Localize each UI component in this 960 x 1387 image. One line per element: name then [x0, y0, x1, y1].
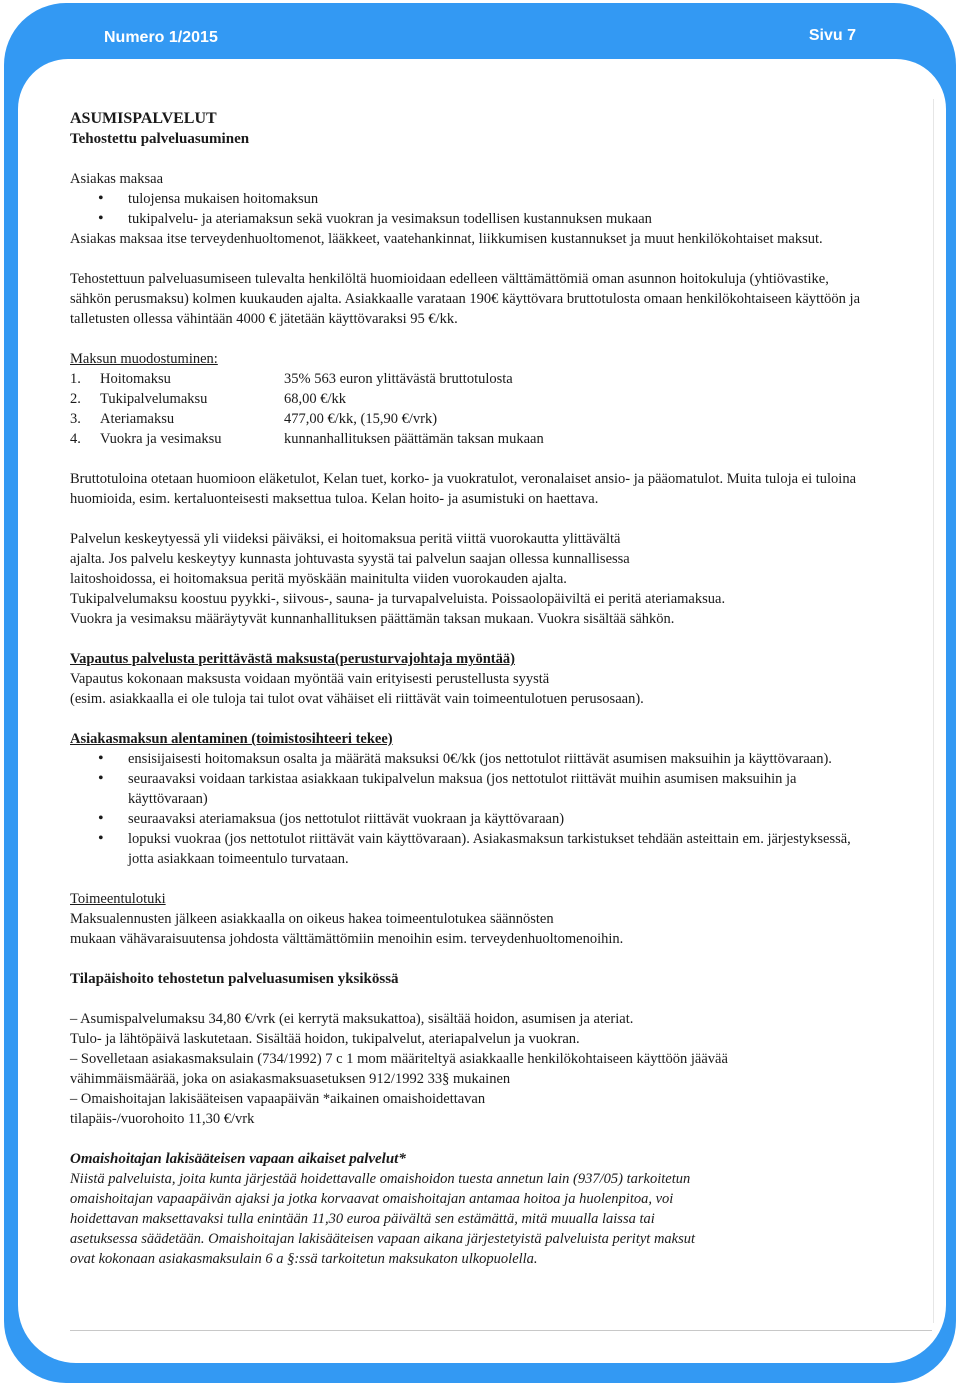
exemption-heading: Vapautus palvelusta perittävästä maksusta(perusturvajohtaja myöntää) — [70, 651, 515, 667]
section-title: ASUMISPALVELUT — [70, 110, 217, 127]
income-paragraph: Bruttotuloina otetaan huomioon eläketulot, Kelan tuet, korko- ja vuokratulot, veronalaiset ansio- ja pääomatulot. Muita tuloja ei tuloina huomioida, esim. kertaluonteisesti maksettua tuloa. Kelan hoito- ja asumistuki on haettava. — [70, 471, 857, 507]
temporary-line: tilapäis-/vuorohoito 11,30 €/vrk — [70, 1111, 255, 1127]
caregiver-line: hoidettavan maksettavaksi tulla enintään 11,30 euroa päivältä sen estämättä, mitä muualla laissa tai — [70, 1211, 655, 1227]
reduction-list — [70, 749, 870, 869]
temporary-line: Tulo- ja lähtöpäivä laskutetaan. Sisältää hoidon, tukipalvelut, ateriapalvelun ja vuokran. — [70, 1031, 580, 1047]
welfare-heading: Toimeentulotuki — [70, 891, 166, 907]
issue-number: Numero 1/2015 — [104, 29, 218, 46]
fee-name: Hoitomaksu — [100, 371, 171, 387]
temporary-line: – Sovelletaan asiakasmaksulain (734/1992) 7 c 1 mom määriteltyä asiakkaalle henkilökohtaiseen käyttöön jäävää — [70, 1051, 728, 1067]
interrupt-line: ajalta. Jos palvelu keskeytyy kunnasta johtuvasta syystä tai palvelun saajan ollessa kunnallisessa — [70, 551, 630, 567]
list-item: • tulojensa mukaisen hoitomaksun — [128, 189, 870, 209]
fee-value: 477,00 €/kk, (15,90 €/vrk) — [284, 411, 438, 427]
allowance-paragraph: Tehostettuun palveluasumiseen tulevalta henkilöltä huomioidaan edelleen välttämättömiä oman asunnon hoitokuluja (yhtiövastike, sähkön perusmaksu) kolmen kuukauden ajalta. Asiakkaalle varataan 190€ käyttövara bruttotulosta omaan henkilökohtaiseen käyttöön ja talletusten ollessa vähintään 4000 € jätetään käyttövaraksi 95 €/kk. — [70, 271, 861, 327]
fee-name: Tukipalvelumaksu — [100, 391, 208, 407]
fee-name: Ateriamaksu — [100, 411, 175, 427]
fee-number: 4. — [70, 431, 81, 447]
fee-value: kunnanhallituksen päättämän taksan mukaan — [284, 431, 544, 447]
fee-value: 35% 563 euron ylittävästä bruttotulosta — [284, 371, 513, 387]
page-frame — [4, 3, 956, 1383]
caregiver-line: omaishoitajan vapaapäivän ajaksi ja jotka korvaavat omaishoitajan antamaa hoitoa ja huolenpitoa, voi — [70, 1191, 674, 1207]
list-item: • ensisijaisesti hoitomaksun osalta ja määrätä maksuksi 0€/kk (jos nettotulot riittävät asumisen maksuihin ja käyttövaraan). — [128, 749, 870, 769]
caregiver-line: Niistä palveluista, joita kunta järjestää hoidettavalle omaishoidon tuesta annetun lain (937/05) tarkoitetun — [70, 1171, 691, 1187]
fees-table — [70, 369, 544, 449]
document-sheet — [18, 59, 946, 1363]
interrupt-line: laitoshoidossa, ei hoitomaksua peritä myöskään mainitulta viiden vuorokauden ajalta. — [70, 571, 567, 587]
fee-number: 3. — [70, 411, 81, 427]
caregiver-line: ovat kokonaan asiakasmaksulain 6 a §:ssä tarkoitetun maksukaton ulkopuolella. — [70, 1251, 538, 1267]
page-number: Sivu 7 — [808, 27, 856, 44]
caregiver-line: asetuksessa säädetään. Omaishoitajan lakisääteisen vapaan aikana järjestetyistä palveluista perityt maksut — [70, 1231, 696, 1247]
fee-number: 1. — [70, 371, 81, 387]
welfare-line: mukaan vähävaraisuutensa johdosta välttämättömiin menoihin esim. terveydenhuoltomenoihin. — [70, 931, 624, 947]
list-item: • seuraavaksi ateriamaksua (jos nettotulot riittävät vuokraan ja käyttövaraan) — [128, 809, 870, 829]
list-item: • tukipalvelu- ja ateriamaksun sekä vuokran ja vesimaksun todellisen kustannuksen mukaan — [128, 209, 870, 229]
reduction-heading: Asiakasmaksun alentaminen (toimistosihteeri tekee) — [70, 731, 393, 747]
interrupt-line: Vuokra ja vesimaksu määräytyvät kunnanhallituksen päättämän taksan mukaan. Vuokra sisältää sähkön. — [70, 611, 675, 627]
exemption-line: Vapautus kokonaan maksusta voidaan myöntää vain erityisesti perustellusta syystä — [70, 671, 550, 687]
section-subtitle: Tehostettu palveluasuminen — [70, 131, 250, 147]
temporary-line: vähimmäismäärää, joka on asiakasmaksuasetuksen 912/1992 33§ mukainen — [70, 1071, 511, 1087]
fees-heading: Maksun muodostuminen: — [70, 351, 218, 367]
table-row — [70, 389, 544, 409]
temporary-line: – Omaishoitajan lakisääteisen vapaapäivän *aikainen omaishoidettavan — [70, 1091, 486, 1107]
payer-intro: Asiakas maksaa — [70, 171, 164, 187]
interrupt-line: Palvelun keskeytyessä yli viideksi päiväksi, ei hoitomaksua peritä viittä vuorokautta ylittävältä — [70, 531, 621, 547]
table-row — [70, 369, 544, 389]
table-row — [70, 429, 544, 449]
welfare-line: Maksualennusten jälkeen asiakkaalla on oikeus hakea toimeentulotukea säännösten — [70, 911, 554, 927]
own-costs-text: Asiakas maksaa itse terveydenhuoltomenot, lääkkeet, vaatehankinnat, liikkumisen kustannukset ja muut henkilökohtaiset maksut. — [70, 231, 823, 247]
footer-divider — [70, 1330, 932, 1331]
caregiver-heading: Omaishoitajan lakisääteisen vapaan aikaiset palvelut* — [70, 1151, 406, 1167]
fee-name: Vuokra ja vesimaksu — [100, 431, 222, 447]
exemption-line: (esim. asiakkaalla ei ole tuloja tai tulot ovat vähäiset eli riittävät vain toimeentulotuen perusosaan). — [70, 691, 644, 707]
list-item: • lopuksi vuokraa (jos nettotulot riittävät vain käyttövaraan). Asiakasmaksun tarkistukset tehdään asteittain em. järjestyksessä, jotta asiakkaan toimeentulo turvataan. — [128, 829, 870, 869]
fee-value: 68,00 €/kk — [284, 391, 347, 407]
payer-list — [70, 189, 870, 229]
list-item: • seuraavaksi voidaan tarkistaa asiakkaan tukipalvelun maksua (jos nettotulot riittävät muihin asumisen maksuihin ja käyttövaraan) — [128, 769, 870, 809]
temporary-heading: Tilapäishoito tehostetun palveluasumisen yksikössä — [70, 971, 399, 987]
sheet-edge-line — [933, 99, 934, 1323]
document-content — [70, 109, 870, 1269]
fee-number: 2. — [70, 391, 81, 407]
interrupt-line: Tukipalvelumaksu koostuu pyykki-, siivous-, sauna- ja turvapalveluista. Poissaolopäiviltä ei peritä ateriamaksua. — [70, 591, 726, 607]
temporary-line: – Asumispalvelumaksu 34,80 €/vrk (ei kerrytä maksukattoa), sisältää hoidon, asumisen ja ateriat. — [70, 1011, 634, 1027]
table-row — [70, 409, 544, 429]
